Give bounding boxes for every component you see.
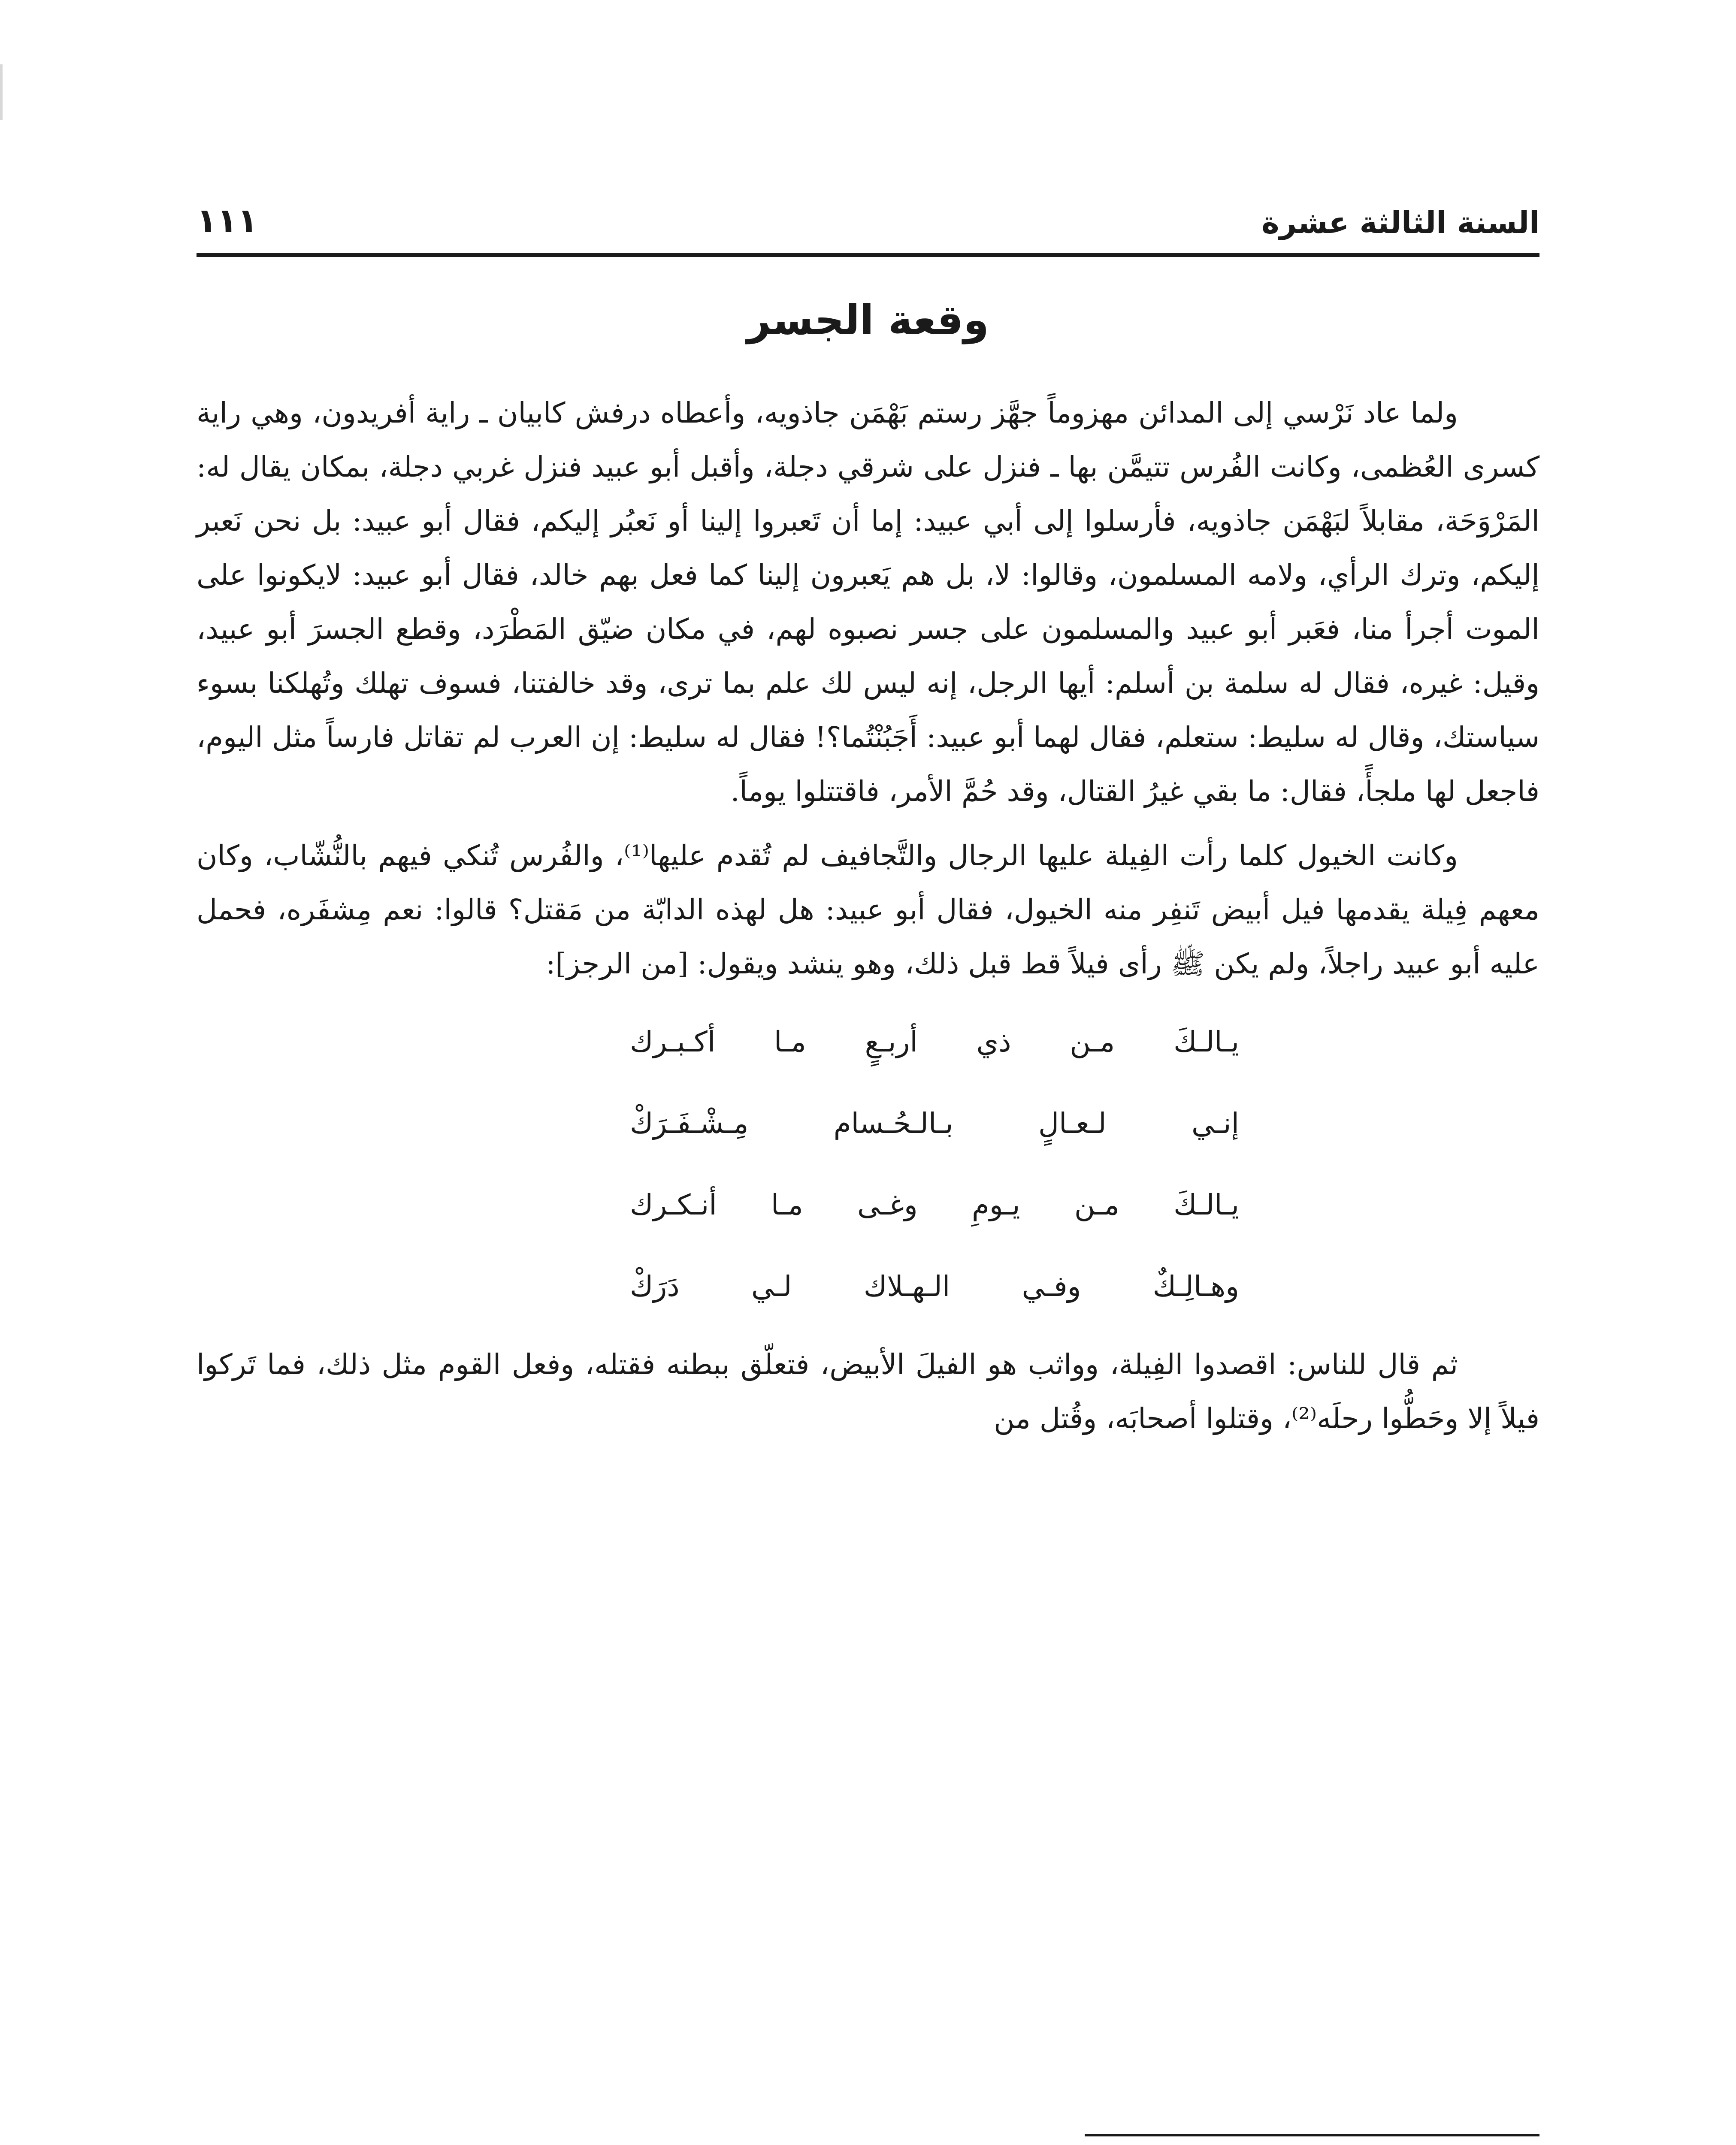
paragraph: ثم قال للناس: اقصدوا الفِيلة، وواثب هو الفيلَ الأبيض، فتعلّق ببطنه فقتله، وفعل القوم مثل ذلك، فما تَركوا فيلاً إلا وحَطُّوا رحلَه⁽²⁾، وقتلوا أصحابَه، وقُتل من (197, 1348, 1539, 1435)
poem-line: وهـالِـكٌ وفـي الـهـلاك لـي دَرَكْ (630, 1270, 1239, 1303)
poem-line: يـالـكَ مـن ذي أربـعٍ مـا أكـبـرك (630, 1025, 1239, 1058)
scan-margin-mark (0, 64, 3, 120)
paragraph: وكانت الخيول كلما رأت الفِيلة عليها الرجال والتَّجافيف لم تُقدم عليها⁽¹⁾، والفُرس تُنكي فيهم بالنُّشّاب، وكان معهم فِيلة يقدمها فيل أبيض تَنفِر منه الخيول، فقال أبو عبيد: هل لهذه الدابّة من مَقتل؟ قالوا: نعم مِشفَره، فحمل عليه أبو عبيد راجلاً، ولم يكن ﷺ رأى فيلاً قط قبل ذلك، وهو ينشد ويقول: [من الرجز]: (197, 839, 1539, 980)
running-title: السنة الثالثة عشرة (1261, 205, 1539, 240)
header-rule (197, 253, 1539, 257)
poem-line: يـالـكَ مـن يـومِ وغـى مـا أنـكـرك (630, 1188, 1239, 1221)
page-number: ١١١ (197, 202, 258, 240)
paragraph: ولما عاد نَرْسي إلى المدائن مهزوماً جهَّز رستم بَهْمَن جاذويه، وأعطاه درفش كابيان ـ راية أفريدون، وهي راية كسرى العُظمى، وكانت الفُرس تتيمَّن بها ـ فنزل على شرقي دجلة، وأقبل أبو عبيد فنزل غربي دجلة، بمكان يقال له: المَرْوَحَة، مقابلاً لبَهْمَن جاذويه، فأرسلوا إلى أبي عبيد: إما أن تَعبروا إلينا أو نَعبُر إليكم، فقال أبو عبيد: بل نحن نَعبر إليكم، وترك الرأي، ولامه المسلمون، وقالوا: لا، بل هم يَعبرون إلينا كما فعل بهم خالد، فقال أبو عبيد: لايكونوا على الموت أجرأ منا، فعَبر أبو عبيد والمسلمون على جسر نصبوه لهم، في مكان ضيّق المَطْرَد، وقطع الجسرَ أبو عبيد، وقيل: غيره، فقال له سلمة بن أسلم: أيها الرجل، إنه ليس لك علم بما ترى، وقد خالفتنا، فسوف تهلك وتُهلكنا بسوء سياستك، وقال له سليط: ستعلم، فقال لهما أبو عبيد: أَجَبُنْتُما؟! فقال له سليط: إن العرب لم تقاتل فارساً مثل اليوم، فاجعل لها ملجأً، فقال: ما بقي غيرُ القتال، وقد حُمَّ الأمر، فاقتتلوا يوماً. (197, 396, 1539, 808)
poem-line: إنـي لـعـالٍ بـالـحُـسام مِـشْـفَـرَكْ (630, 1107, 1239, 1140)
poem (197, 1001, 1539, 1327)
body-text (197, 386, 1539, 1456)
running-header (197, 176, 1539, 240)
section-title: وقعة الجسر (747, 296, 989, 344)
footnote-rule (1085, 2134, 1539, 2136)
